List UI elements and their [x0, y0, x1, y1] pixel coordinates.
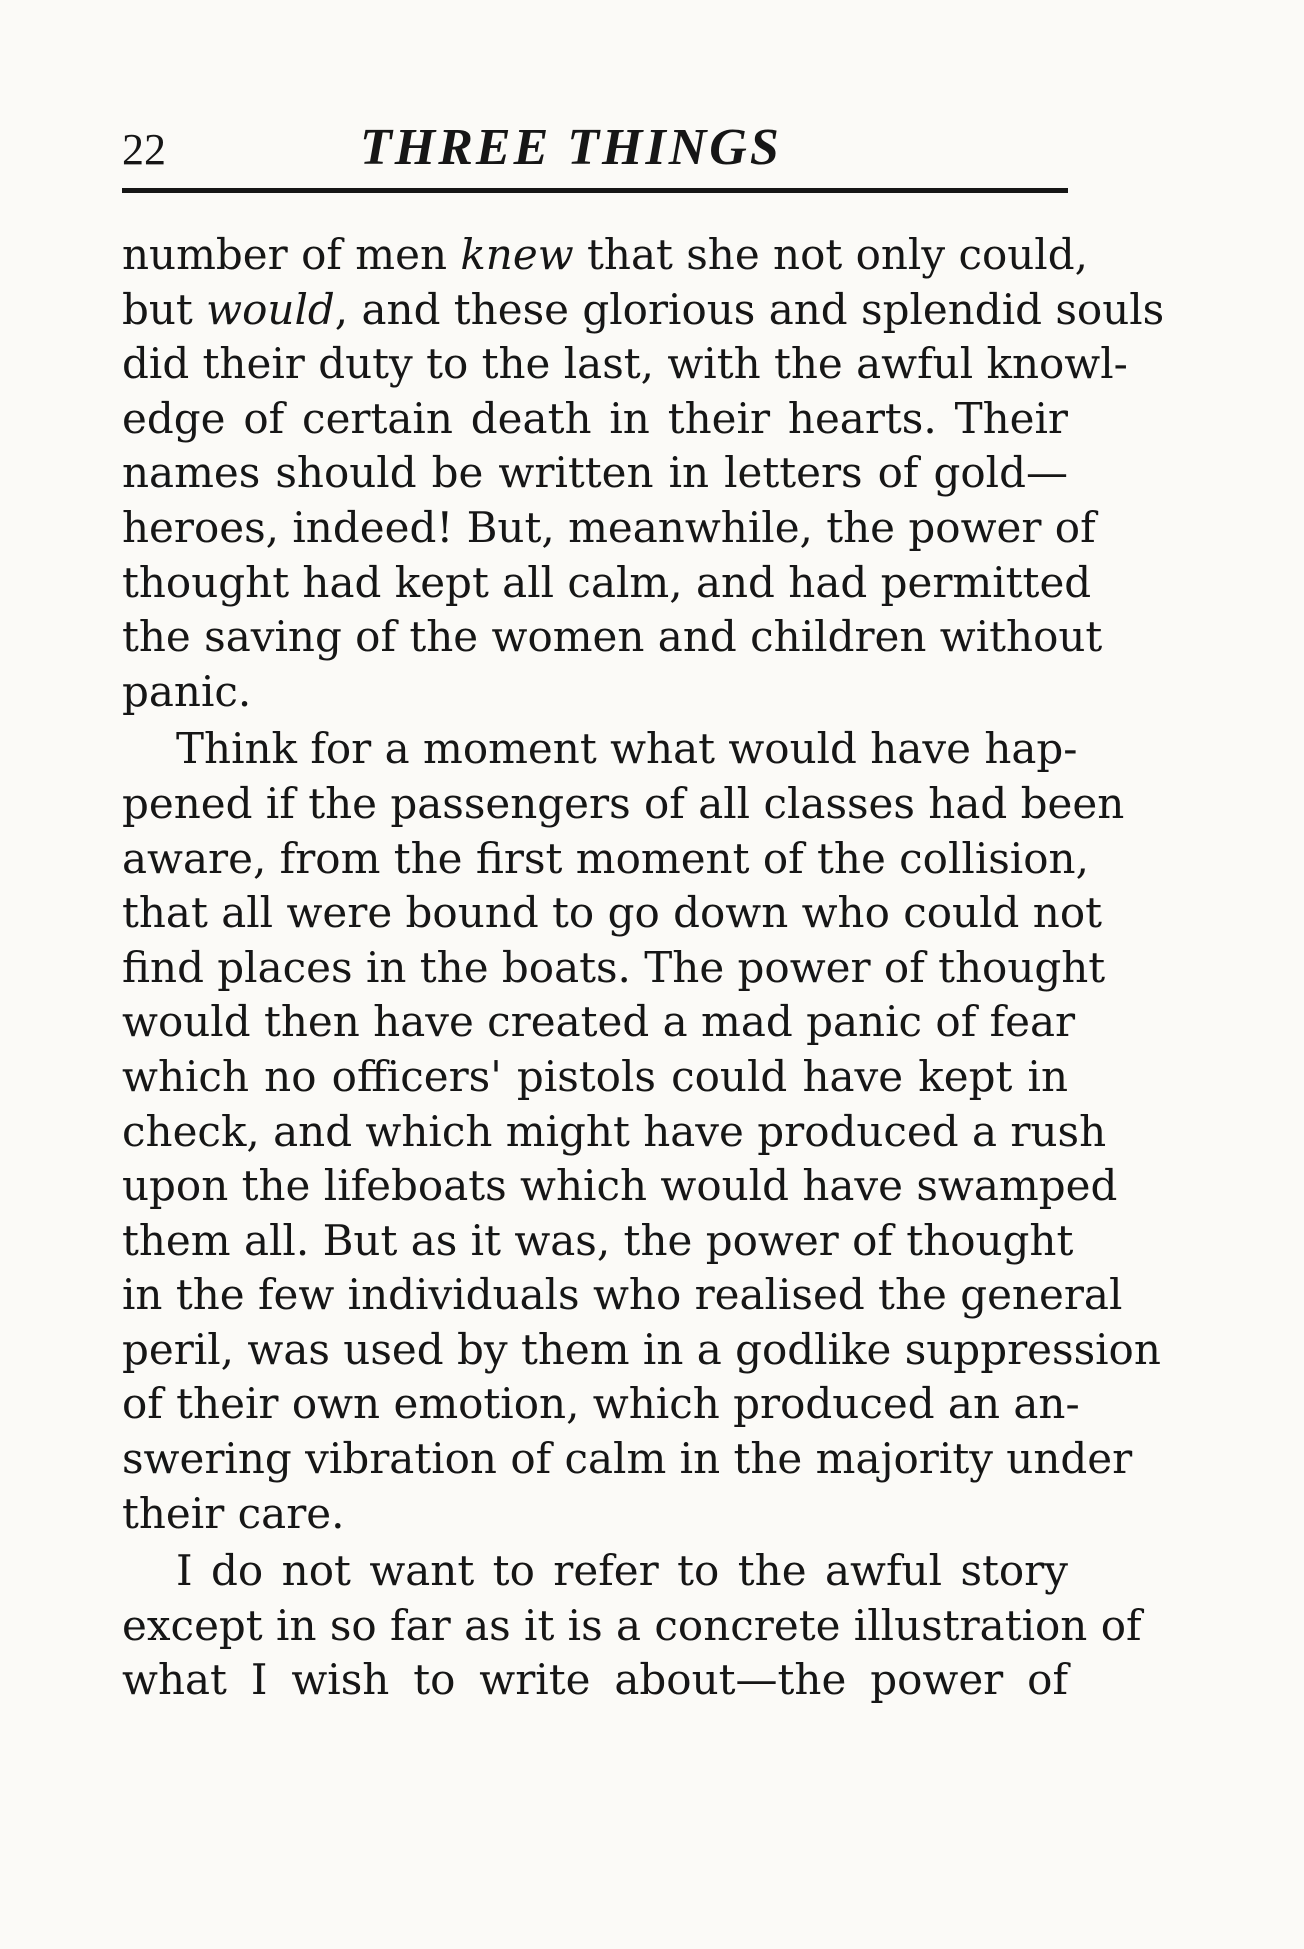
paragraph — [122, 1544, 1142, 1708]
text-line — [122, 1105, 1107, 1160]
header-rule — [122, 188, 1068, 193]
text-run: what I wish to write about—the power of — [122, 1655, 1068, 1705]
text-run: them all. But as it was, the power of thought — [122, 1215, 1074, 1265]
text-run: in the few individuals who realised the general — [122, 1270, 1123, 1320]
text-line — [122, 1268, 1123, 1323]
text-line — [122, 446, 1068, 501]
text-line — [122, 501, 1096, 556]
text-line — [122, 1653, 1068, 1708]
text-line — [122, 283, 1165, 338]
text-run: pened if the passengers of all classes had been — [122, 778, 1125, 828]
text-run: I do not want to refer to the awful story — [176, 1546, 1068, 1596]
text-run: that she not only could, — [573, 230, 1088, 279]
text-run: except in so far as it is a concrete illustration of — [122, 1600, 1142, 1650]
text-run: , and these glorious and splendid souls — [334, 284, 1165, 334]
text-run: the saving of the women and children without — [122, 612, 1103, 662]
page-number: 22 — [122, 125, 166, 174]
text-run: edge of certain death in their hearts. Their — [122, 393, 1068, 443]
text-run: heroes, indeed! But, meanwhile, the power of — [122, 502, 1096, 552]
text-line — [122, 1599, 1142, 1654]
text-line — [122, 610, 1103, 665]
text-run: thought had kept all calm, and had permitted — [122, 557, 1092, 607]
text-run: panic. — [122, 666, 252, 716]
page-header — [122, 118, 1068, 180]
text-run: number of men — [122, 230, 461, 279]
text-line — [122, 777, 1125, 832]
text-line — [122, 1487, 1068, 1542]
text-line — [122, 886, 1102, 941]
text-line — [122, 556, 1092, 611]
text-run: names should be written in letters of gold— — [122, 448, 1068, 498]
running-title: THREE THINGS — [360, 119, 782, 176]
text-line — [122, 1432, 1133, 1487]
emphasis: would — [206, 284, 335, 334]
text-line — [122, 995, 1076, 1050]
text-run: of their own emotion, which produced an an- — [122, 1379, 1080, 1429]
text-line — [122, 1214, 1074, 1269]
text-run: upon the lifeboats which would have swamped — [122, 1161, 1118, 1211]
text-run: that all were bound to go down who could not — [122, 888, 1102, 938]
text-run: but — [122, 284, 207, 334]
text-line — [122, 1544, 1068, 1599]
text-line — [122, 941, 1106, 996]
text-line — [122, 228, 1088, 283]
text-run: would then have created a mad panic of fear — [122, 997, 1076, 1047]
body-text — [122, 228, 1165, 1708]
text-line — [122, 722, 1078, 777]
emphasis: knew — [460, 230, 574, 279]
text-run: find places in the boats. The power of thought — [122, 942, 1106, 992]
text-line — [122, 337, 1128, 392]
text-line — [122, 1050, 1068, 1105]
text-run: did their duty to the last, with the awful knowl- — [122, 339, 1128, 389]
text-run: peril, was used by them in a godlike suppression — [122, 1324, 1161, 1374]
text-run: their care. — [122, 1488, 345, 1538]
text-line — [122, 665, 1068, 720]
text-run: aware, from the first moment of the collision, — [122, 833, 1089, 883]
text-run: swering vibration of calm in the majority under — [122, 1434, 1133, 1484]
text-run: which no officers' pistols could have kept in — [122, 1051, 1068, 1101]
text-line — [122, 392, 1068, 447]
text-line — [122, 1159, 1118, 1214]
text-run: check, and which might have produced a rush — [122, 1106, 1107, 1156]
paragraph — [122, 228, 1165, 719]
text-line — [122, 1323, 1161, 1378]
text-run: Think for a moment what would have hap- — [176, 724, 1078, 774]
paragraph — [122, 722, 1161, 1541]
text-line — [122, 832, 1089, 887]
text-line — [122, 1377, 1080, 1432]
